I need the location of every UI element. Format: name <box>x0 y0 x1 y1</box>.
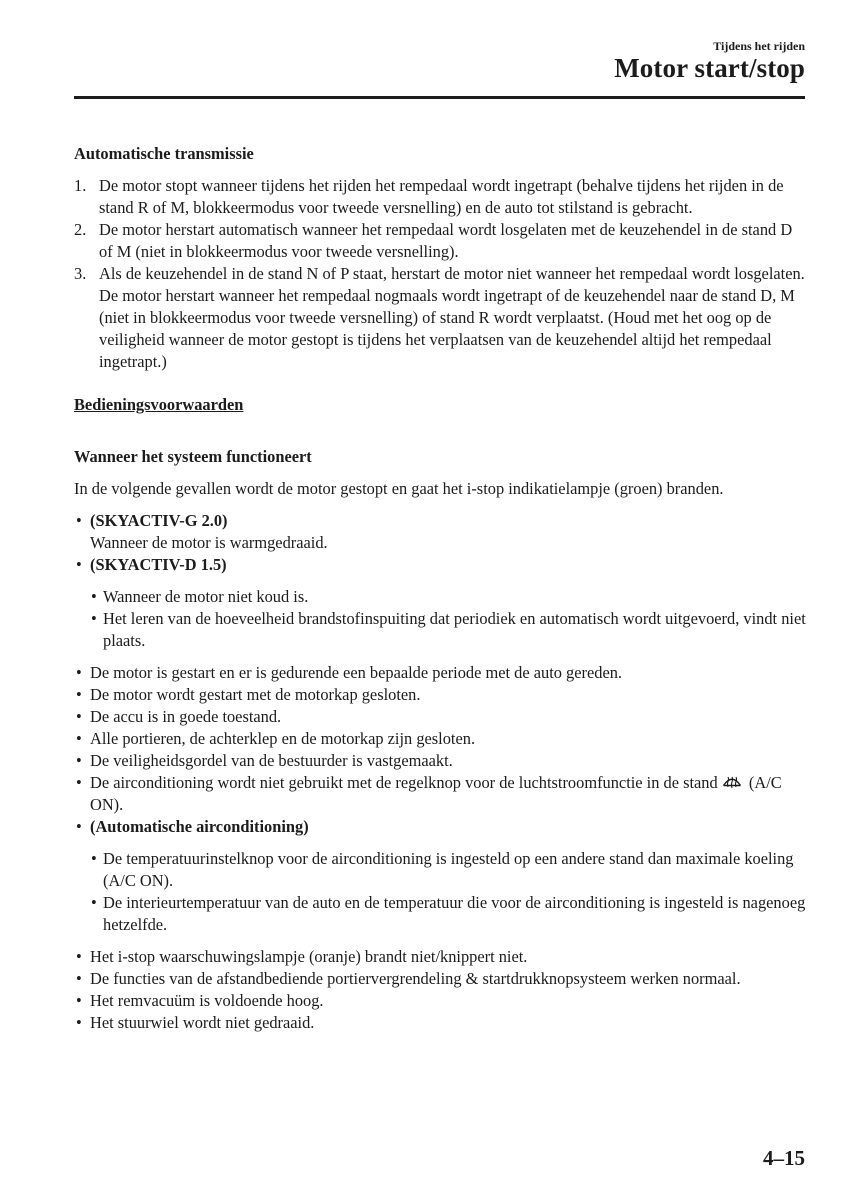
list-item <box>74 662 809 684</box>
system-functions-subheading: Wanneer het systeem functioneert <box>74 447 312 466</box>
list-item <box>74 728 809 750</box>
list-item <box>74 175 809 219</box>
bullet: • <box>76 1013 82 1032</box>
bullet: • <box>76 773 82 792</box>
item-text: De functies van de afstandbediende portiervergrendeling & startdrukknopsysteem werken normaal. <box>90 969 741 988</box>
item-text: De motor stopt wanneer tijdens het rijden het rempedaal wordt ingetrapt (behalve tijdens het rijden in de stand R of M, blokkeermodus voor tweede versnelling) en de auto tot stilstand is gebracht. <box>99 176 784 217</box>
section-label: Tijdens het rijden <box>713 39 805 53</box>
nested-list <box>91 586 809 652</box>
item-text: De interieurtemperatuur van de auto en de temperatuur die voor de airconditioning is ingesteld is nagenoeg hetzelfde. <box>103 893 806 934</box>
bullet: • <box>91 893 97 912</box>
bullet: • <box>76 555 82 574</box>
list-item <box>74 263 809 373</box>
bullet: • <box>76 751 82 770</box>
nested-list <box>91 848 809 936</box>
engine-variant-label: (SKYACTIV-D 1.5) <box>90 555 227 574</box>
list-item <box>74 1012 809 1034</box>
page-content <box>74 143 809 1034</box>
item-text: Het remvacuüm is voldoende hoog. <box>90 991 324 1010</box>
list-item <box>74 706 809 728</box>
bullet: • <box>91 849 97 868</box>
item-text: De temperatuurinstelknop voor de airconditioning is ingesteld op een andere stand dan maximale koeling (A/C ON). <box>103 849 794 890</box>
item-number: 2. <box>74 220 87 239</box>
bullet: • <box>76 947 82 966</box>
list-item <box>91 608 809 652</box>
list-item <box>91 586 809 608</box>
item-number: 3. <box>74 264 87 283</box>
bullet: • <box>76 969 82 988</box>
item-text: (A/C ON). <box>90 773 782 814</box>
list-item <box>74 772 809 816</box>
item-text: De airconditioning wordt niet gebruikt met de regelknop voor de luchtstroomfunctie in de stand <box>90 773 718 792</box>
bullet: • <box>91 587 97 606</box>
list-item <box>74 684 809 706</box>
list-item <box>74 750 809 772</box>
item-text: De motor herstart automatisch wanneer het rempedaal wordt losgelaten met de keuzehendel in de stand D of M (niet in blokkeermodus voor tweede versnelling). <box>99 220 793 261</box>
item-text: Het stuurwiel wordt niet gedraaid. <box>90 1013 315 1032</box>
item-text: De motor is gestart en er is gedurende een bepaalde periode met de auto gereden. <box>90 663 623 682</box>
bullet: • <box>76 817 82 836</box>
aircon-type-label: (Automatische airconditioning) <box>90 817 309 836</box>
item-number: 1. <box>74 176 87 195</box>
operating-conditions-heading: Bedieningsvoorwaarden <box>74 395 244 414</box>
automatic-transmission-heading: Automatische transmissie <box>74 144 254 163</box>
item-text: Het i-stop waarschuwingslampje (oranje) brandt niet/knippert niet. <box>90 947 528 966</box>
item-text: Het leren van de hoeveelheid brandstofinspuiting dat periodiek en automatisch wordt uitgevoerd, vindt niet plaats. <box>103 609 806 650</box>
bullet: • <box>76 663 82 682</box>
item-text: De motor wordt gestart met de motorkap gesloten. <box>90 685 421 704</box>
page-number: 4–15 <box>763 1146 805 1170</box>
engine-variant-text: Wanneer de motor is warmgedraaid. <box>90 533 328 552</box>
bullet: • <box>91 609 97 628</box>
bullet: • <box>76 707 82 726</box>
list-item <box>91 848 809 892</box>
bullet: • <box>76 729 82 748</box>
list-item <box>74 946 809 968</box>
chapter-title: Motor start/stop <box>614 53 805 83</box>
windscreen-defroster-icon <box>722 774 742 790</box>
item-text: Wanneer de motor niet koud is. <box>103 587 309 606</box>
list-item <box>74 990 809 1012</box>
automatic-transmission-list <box>74 175 809 373</box>
bullet: • <box>76 991 82 1010</box>
list-item <box>74 554 809 576</box>
list-item <box>74 816 809 838</box>
item-text: Alle portieren, de achterklep en de motorkap zijn gesloten. <box>90 729 476 748</box>
bullet: • <box>76 511 82 530</box>
list-item <box>74 968 809 990</box>
header-divider <box>74 96 805 99</box>
item-text: De accu is in goede toestand. <box>90 707 282 726</box>
item-text: Als de keuzehendel in de stand N of P staat, herstart de motor niet wanneer het rempedaal wordt losgelaten. De motor herstart wanneer het rempedaal nogmaals wordt ingetrapt of de keuzehendel naar de stand D, M (niet in blokkeermodus voor tweede versnelling) of stand R wordt verplaatst. (Houd met het oog op de veiligheid wanneer de motor gestopt is tijdens het verplaatsen van de keuzehendel altijd het rempedaal ingetrapt.) <box>99 264 805 371</box>
list-item <box>74 219 809 263</box>
list-item <box>91 892 809 936</box>
list-item <box>74 510 809 532</box>
engine-variant-label: (SKYACTIV-G 2.0) <box>90 511 228 530</box>
conditions-intro: In de volgende gevallen wordt de motor gestopt en gaat het i-stop indikatielampje (groen) branden. <box>74 479 724 498</box>
item-text: De veiligheidsgordel van de bestuurder is vastgemaakt. <box>90 751 453 770</box>
bullet: • <box>76 685 82 704</box>
